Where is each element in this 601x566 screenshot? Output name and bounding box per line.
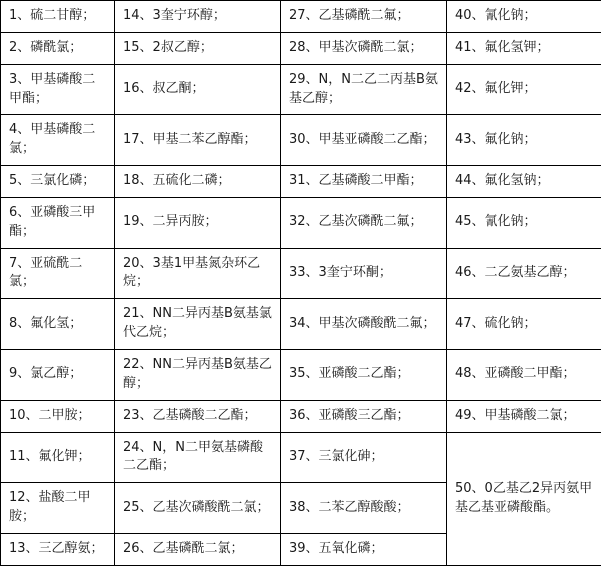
cell-text: 47、硫化钠；	[455, 315, 594, 334]
table-cell	[1, 1, 115, 33]
table-cell	[281, 32, 447, 64]
cell-text: 29、N，N二乙二丙基B氨基乙醇；	[289, 71, 439, 109]
cell-text: 37、三氯化砷；	[289, 448, 439, 467]
table-cell	[1, 432, 115, 483]
table-cell	[1, 248, 115, 299]
cell-text: 20、3基1甲基氮杂环乙烷；	[123, 255, 273, 293]
table-body	[1, 1, 601, 566]
cell-text: 36、亚磷酸三乙酯；	[289, 407, 439, 426]
cell-text: 24、N，N二甲氨基磷酸二乙酯；	[123, 439, 273, 477]
cell-text: 22、NN二异丙基B氨基乙醇；	[123, 356, 273, 394]
table-cell	[447, 166, 601, 198]
cell-text: 8、氟化氢；	[9, 315, 107, 334]
cell-text: 43、氟化钠；	[455, 131, 594, 150]
cell-text: 14、3奎宁环醇；	[123, 7, 273, 26]
table-row	[1, 32, 601, 64]
table-cell	[115, 166, 281, 198]
cell-text: 50、0乙基乙2异丙氨甲基乙基亚磷酸酯。	[455, 480, 594, 518]
cell-text: 34、甲基次磷酸酰二氟；	[289, 315, 439, 334]
cell-text: 18、五硫化二磷；	[123, 172, 273, 191]
table-cell	[281, 248, 447, 299]
table-row	[1, 166, 601, 198]
table-cell	[447, 349, 601, 400]
table-cell	[447, 64, 601, 115]
table-cell	[1, 115, 115, 166]
table-row	[1, 432, 601, 483]
cell-text: 6、亚磷酸三甲酯；	[9, 204, 107, 242]
table-cell	[447, 299, 601, 350]
table-cell	[115, 400, 281, 432]
table-cell	[115, 483, 281, 534]
table-row	[1, 64, 601, 115]
table-cell	[1, 64, 115, 115]
table-row	[1, 115, 601, 166]
cell-text: 19、二异丙胺；	[123, 213, 273, 232]
cell-text: 12、盐酸二甲胺；	[9, 489, 107, 527]
table-cell	[447, 1, 601, 33]
table-cell	[447, 115, 601, 166]
cell-text: 38、二苯乙醇酸酸；	[289, 499, 439, 518]
cell-text: 28、甲基次磷酰二氯；	[289, 39, 439, 58]
cell-text: 3、甲基磷酸二甲酯；	[9, 71, 107, 109]
table-cell	[281, 533, 447, 565]
table-cell	[1, 197, 115, 248]
cell-text: 32、乙基次磷酰二氟；	[289, 213, 439, 232]
table-cell	[281, 299, 447, 350]
table-cell	[281, 349, 447, 400]
cell-text: 4、甲基磷酸二氯；	[9, 121, 107, 159]
table-cell	[115, 115, 281, 166]
cell-text: 15、2叔乙醇；	[123, 39, 273, 58]
table-cell	[115, 32, 281, 64]
cell-text: 39、五氧化磷；	[289, 540, 439, 559]
table-cell	[1, 299, 115, 350]
table-cell	[281, 166, 447, 198]
table-row	[1, 400, 601, 432]
table-cell	[115, 533, 281, 565]
cell-text: 27、乙基磷酰二氟；	[289, 7, 439, 26]
table-cell	[1, 533, 115, 565]
cell-text: 21、NN二异丙基B氨基氯代乙烷；	[123, 305, 273, 343]
table-cell	[115, 197, 281, 248]
cell-text: 7、亚硫酰二氯；	[9, 255, 107, 293]
cell-text: 9、氯乙醇；	[9, 365, 107, 384]
table-cell	[281, 432, 447, 483]
cell-text: 48、亚磷酸二甲酯；	[455, 365, 594, 384]
table-row	[1, 349, 601, 400]
table-cell	[115, 64, 281, 115]
table-cell	[1, 483, 115, 534]
table-cell	[447, 248, 601, 299]
cell-text: 35、亚磷酸二乙酯；	[289, 365, 439, 384]
table-cell	[115, 248, 281, 299]
table-cell	[1, 349, 115, 400]
cell-text: 1、硫二甘醇；	[9, 7, 107, 26]
cell-text: 2、磷酰氯；	[9, 39, 107, 58]
cell-text: 42、氟化钾；	[455, 80, 594, 99]
cell-text: 11、氟化钾；	[9, 448, 107, 467]
table-cell	[281, 197, 447, 248]
cell-text: 10、二甲胺；	[9, 407, 107, 426]
cell-text: 26、乙基磷酰二氯；	[123, 540, 273, 559]
cell-text: 23、乙基磷酸二乙酯；	[123, 407, 273, 426]
table-cell	[281, 1, 447, 33]
cell-text: 17、甲基二苯乙醇酯；	[123, 131, 273, 150]
cell-text: 33、3奎宁环酮；	[289, 264, 439, 283]
table-cell	[447, 400, 601, 432]
cell-text: 45、氰化钠；	[455, 213, 594, 232]
table-cell	[281, 64, 447, 115]
cell-text: 13、三乙醇氨；	[9, 540, 107, 559]
table-cell	[1, 32, 115, 64]
table-cell	[115, 1, 281, 33]
cell-text: 44、氟化氢钠；	[455, 172, 594, 191]
cell-text: 41、氟化氢钾；	[455, 39, 594, 58]
table-row	[1, 1, 601, 33]
table-cell	[281, 400, 447, 432]
table-cell	[281, 483, 447, 534]
table-cell	[1, 166, 115, 198]
cell-text: 40、氰化钠；	[455, 7, 594, 26]
table-row	[1, 299, 601, 350]
cell-text: 30、甲基亚磷酸二乙酯；	[289, 131, 439, 150]
table-cell	[115, 432, 281, 483]
cell-text: 46、二乙氨基乙醇；	[455, 264, 594, 283]
table-row	[1, 248, 601, 299]
cell-text: 5、三氯化磷；	[9, 172, 107, 191]
table-cell	[115, 349, 281, 400]
table-cell	[447, 432, 601, 565]
table-row	[1, 197, 601, 248]
table-cell	[1, 400, 115, 432]
table-cell	[447, 197, 601, 248]
table-cell	[447, 32, 601, 64]
cell-text: 16、叔乙酮；	[123, 80, 273, 99]
table-cell	[281, 115, 447, 166]
cell-text: 31、乙基磷酸二甲酯；	[289, 172, 439, 191]
cell-text: 49、甲基磷酸二氯；	[455, 407, 594, 426]
cell-text: 25、乙基次磷酸酰二氯；	[123, 499, 273, 518]
table-cell	[115, 299, 281, 350]
